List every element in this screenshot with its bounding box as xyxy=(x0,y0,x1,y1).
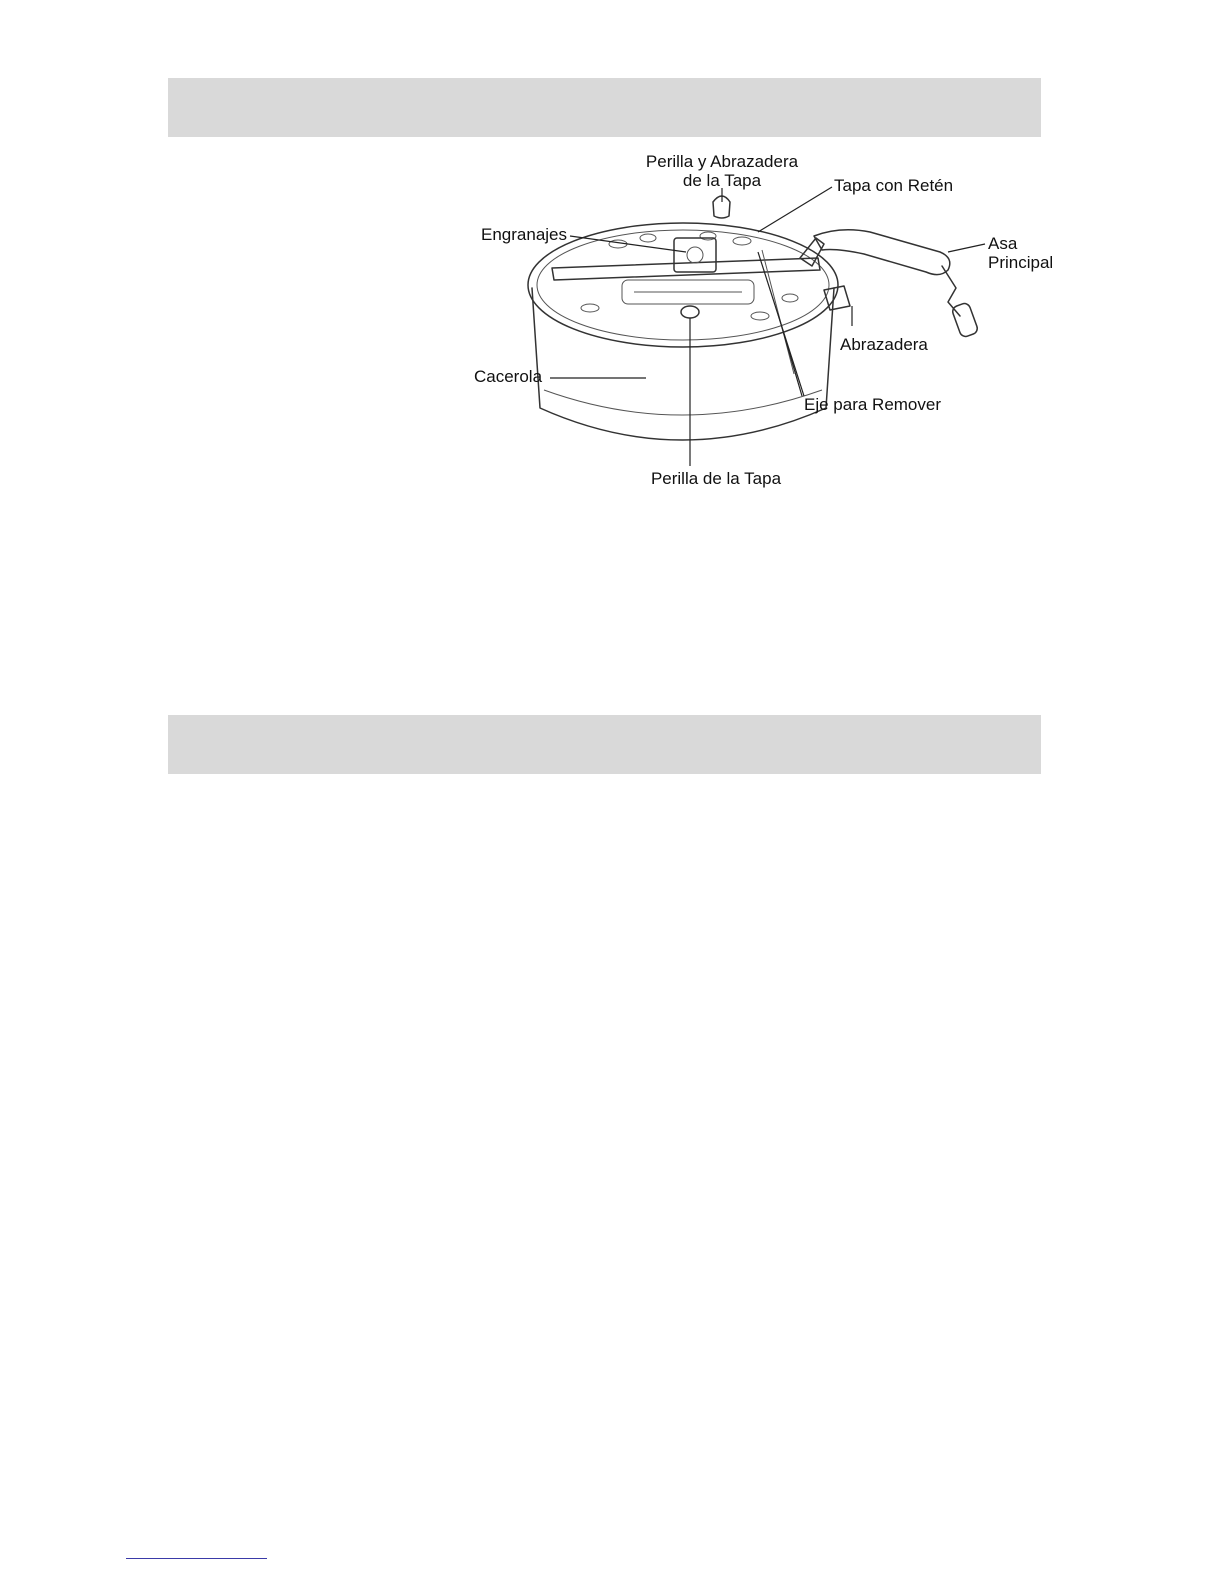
footnote-separator xyxy=(126,1558,267,1559)
popcorn-popper-diagram xyxy=(440,140,1080,500)
label-stirring-shaft: Eje para Remover xyxy=(804,395,942,414)
label-knob-clamp-line2: de la Tapa xyxy=(682,171,762,190)
label-gears: Engranajes xyxy=(481,225,568,244)
label-main-handle-line2: Principal xyxy=(988,253,1054,272)
lid-rim xyxy=(528,223,838,347)
label-lid-with-retainer: Tapa con Retén xyxy=(834,176,954,195)
section-header-bar-top xyxy=(168,78,1041,137)
gear-housing xyxy=(674,238,716,272)
center-lid-knob xyxy=(681,306,699,318)
pot-bottom-curve xyxy=(544,390,822,415)
label-clamp: Abrazadera xyxy=(840,335,928,354)
label-lid-knob: Perilla de la Tapa xyxy=(650,469,782,488)
main-handle-grip xyxy=(814,230,950,275)
label-pot: Cacerola xyxy=(474,367,543,386)
crank-arm xyxy=(942,266,960,316)
label-main-handle-line1: Asa xyxy=(988,234,1018,253)
lid-inner-rim xyxy=(537,230,829,340)
crank-knob xyxy=(951,302,979,338)
section-header-bar-bottom xyxy=(168,715,1041,774)
gear-wheel xyxy=(687,247,703,263)
handle-arm xyxy=(800,238,824,266)
pot-body xyxy=(532,288,834,440)
label-knob-clamp-line1: Perilla y Abrazadera xyxy=(645,152,799,171)
stir-bar xyxy=(552,258,820,280)
stirring-shaft xyxy=(762,250,794,374)
